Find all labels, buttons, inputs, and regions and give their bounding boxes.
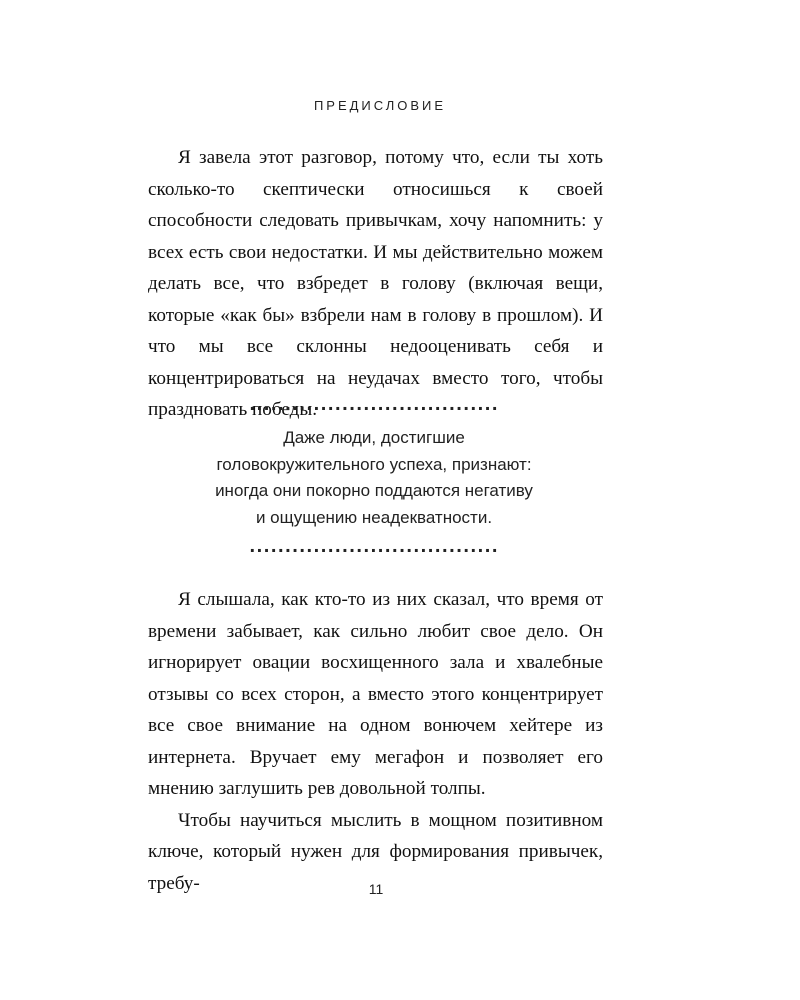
pull-quote-line: Даже люди, достигшие: [283, 428, 465, 447]
paragraph: Я слышала, как кто-то из них сказал, что время от времени забывает, как сильно любит свое дело. Он игнорирует овации восхищенного зала и хвалебные отзывы со всех сторон, а вместо этого концентрирует все свое внимание на одном вонючем хейтере из интернета. Вручает ему мегафон и позволяет его мнению заглушить рев довольной толпы.: [148, 589, 603, 799]
pull-quote-text: [200, 425, 548, 531]
pull-quote-line: иногда они покорно поддаются негативу: [215, 481, 533, 500]
dotted-rule-top: ...................................: [249, 395, 499, 414]
paragraph: Чтобы научиться мыслить в мощном позитивном ключе, который нужен для формирования привычек, требу-: [148, 809, 603, 894]
body-text-bottom: [148, 584, 603, 899]
paragraph: Я завела этот разговор, потому что, если ты хоть сколько-то скептически относишься к своей способности следовать привычкам, хочу напомнить: у всех есть свои недостатки. И мы действительно можем делать все, что взбредет в голову (включая вещи, которые «как бы» взбрели нам в голову в прошлом). И что мы все склонны недооценивать себя и концентрироваться на неудачах вместо того, чтобы праздновать победы.: [148, 147, 603, 420]
pull-quote-line: головокружительного успеха, признают:: [216, 454, 532, 474]
page-number: 11: [368, 881, 384, 897]
running-head-title: ПРЕДИСЛОВИЕ: [313, 98, 447, 113]
body-text-top: [148, 142, 603, 426]
pull-quote-line: и ощущению неадекватности.: [255, 507, 493, 527]
dotted-rule-bottom: ...................................: [249, 537, 499, 556]
pull-quote: [200, 393, 548, 559]
